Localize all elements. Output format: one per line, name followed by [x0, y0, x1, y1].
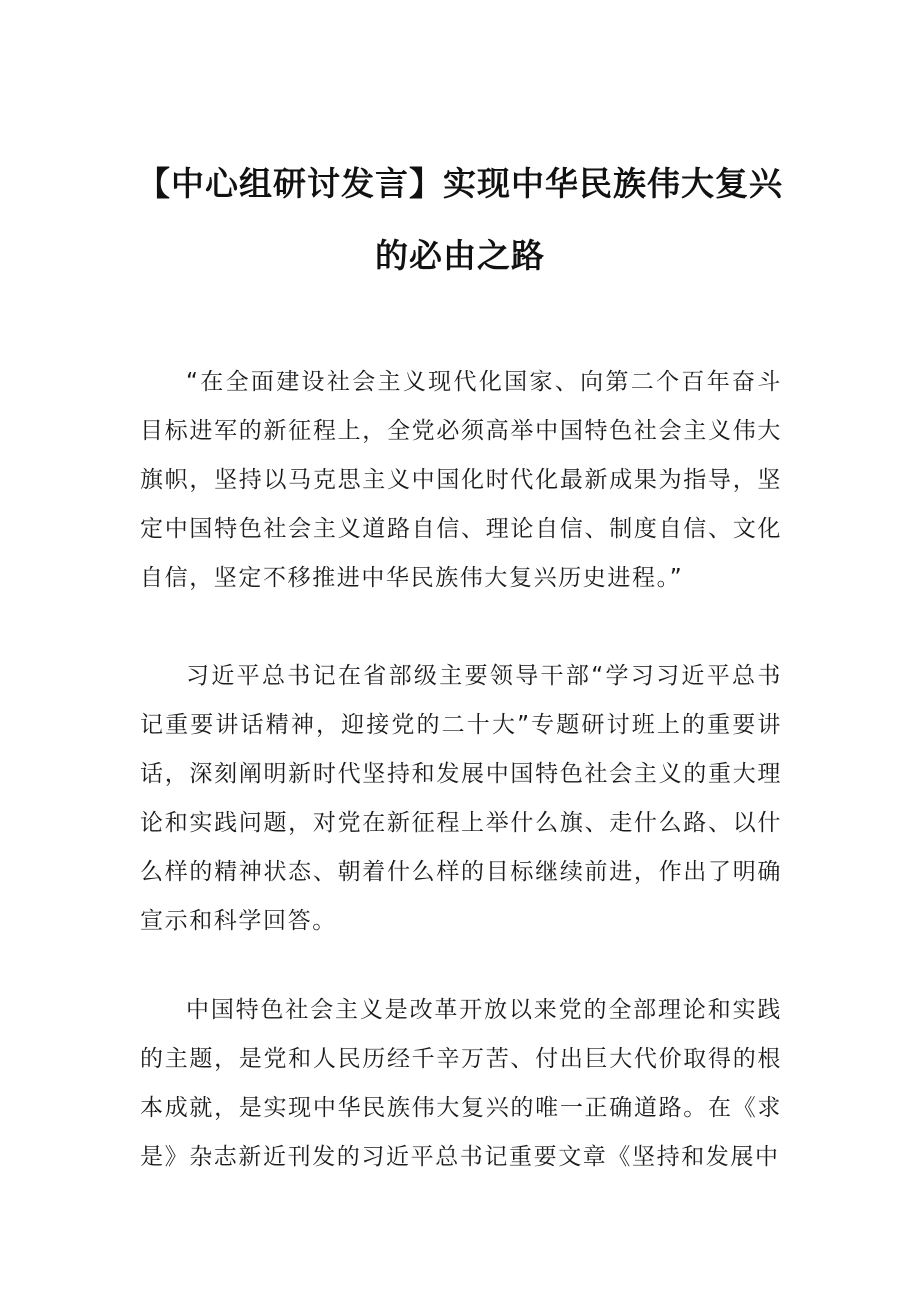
paragraph-speech [140, 652, 782, 946]
paragraph-quote [140, 358, 782, 603]
paragraph-text: 习近平总书记在省部级主要领导干部“学习习近平总书记重要讲话精神，迎接党的二十大”专题研讨班上的重要讲话，深刻阐明新时代坚持和发展中国特色社会主义的重大理论和实践问题，对党在新征程上举什么旗、走什么路、以什么样的精神状态、朝着什么样的目标继续前进，作出了明确宣示和科学回答。 [140, 663, 782, 934]
paragraph-text: 中国特色社会主义是改革开放以来党的全部理论和实践的主题，是党和人民历经千辛万苦、付出巨大代价取得的根本成就，是实现中华民族伟大复兴的唯一正确道路。在《求是》杂志新近刊发的习近平总书记重要文章《坚持和发展中 [140, 997, 782, 1170]
paragraph-text: “在全面建设社会主义现代化国家、向第二个百年奋斗目标进军的新征程上，全党必须高举中国特色社会主义伟大旗帜，坚持以马克思主义中国化时代化最新成果为指导，坚定中国特色社会主义道路自信、理论自信、制度自信、文化自信，坚定不移推进中华民族伟大复兴历史进程。” [140, 369, 782, 591]
document-title-line-2: 的必由之路 [375, 236, 545, 275]
document-title-line-1: 【中心组研讨发言】实现中华民族伟大复兴 [137, 164, 783, 203]
paragraph-socialism [140, 986, 782, 1182]
